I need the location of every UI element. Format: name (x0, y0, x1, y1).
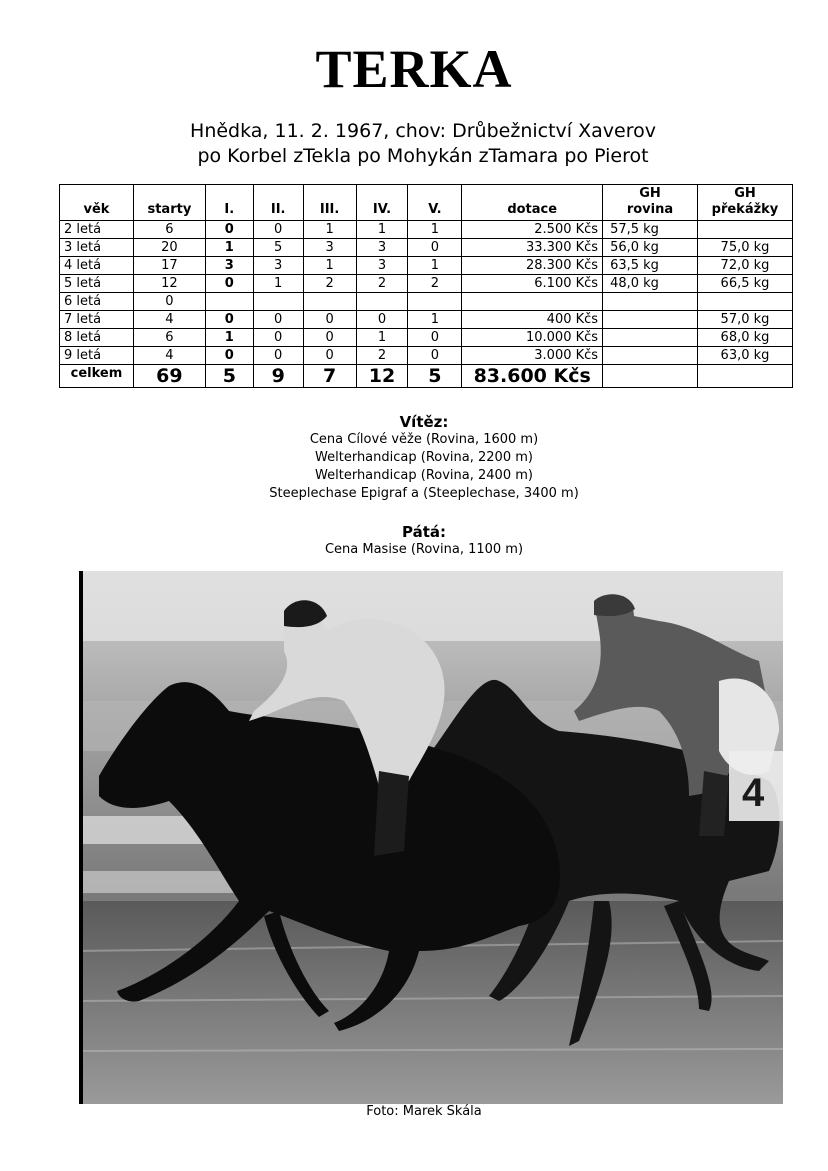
table-body (60, 221, 793, 388)
cell-starts: 4 (133, 311, 205, 329)
cell-weight-jumps: 68,0 kg (697, 329, 792, 347)
winner-heading: Vítěz: (399, 413, 449, 431)
photo-credit: Foto: Marek Skála (366, 1104, 482, 1119)
cell-age: 8 letá (60, 329, 134, 347)
cell-second: 1 (253, 275, 303, 293)
header-fifth: V. (408, 185, 462, 221)
race-record-table (59, 184, 793, 388)
cell-age: 6 letá (60, 293, 134, 311)
cell-weight-jumps: 66,5 kg (697, 275, 792, 293)
cell-starts: 4 (133, 347, 205, 365)
table-total-row (60, 365, 793, 388)
header-weight-jumps-label: GH překážky (711, 186, 779, 217)
cell-starts: 12 (133, 275, 205, 293)
cell-prize-money (462, 293, 603, 311)
total-fifth: 5 (408, 365, 462, 388)
cell-weight-jumps: 75,0 kg (697, 239, 792, 257)
cell-first: 3 (205, 257, 253, 275)
photo-left-border (79, 571, 83, 1104)
header-starts: starty (133, 185, 205, 221)
cell-first: 0 (205, 221, 253, 239)
cell-starts: 17 (133, 257, 205, 275)
cell-first (205, 293, 253, 311)
cell-fifth: 1 (408, 311, 462, 329)
cell-weight-flat (603, 293, 698, 311)
cell-age: 3 letá (60, 239, 134, 257)
cell-fifth: 0 (408, 329, 462, 347)
header-weight-jumps (697, 185, 792, 221)
winner-race-2: Welterhandicap (Rovina, 2200 m) (315, 450, 533, 465)
cell-fourth: 1 (356, 221, 408, 239)
total-weight-jumps (697, 365, 792, 388)
table-row (60, 329, 793, 347)
cell-second (253, 293, 303, 311)
race-photo (79, 571, 783, 1104)
cell-fifth: 0 (408, 239, 462, 257)
winner-race-4: Steeplechase Epigraf a (Steeplechase, 3400 m) (269, 486, 579, 501)
cell-fifth (408, 293, 462, 311)
header-weight-flat-label: GH rovina (626, 186, 674, 217)
cell-age: 2 letá (60, 221, 134, 239)
cell-weight-flat: 57,5 kg (603, 221, 698, 239)
cell-weight-jumps: 72,0 kg (697, 257, 792, 275)
cell-third: 0 (303, 329, 356, 347)
header-age: věk (60, 185, 134, 221)
winner-race-3: Welterhandicap (Rovina, 2400 m) (315, 468, 533, 483)
cell-prize-money: 6.100 Kčs (462, 275, 603, 293)
cell-third: 0 (303, 311, 356, 329)
cell-first: 1 (205, 329, 253, 347)
horse-name-title: TERKA (315, 39, 513, 99)
cell-starts: 20 (133, 239, 205, 257)
total-second: 9 (253, 365, 303, 388)
cell-second: 3 (253, 257, 303, 275)
cell-age: 9 letá (60, 347, 134, 365)
table-row (60, 257, 793, 275)
cell-weight-jumps (697, 293, 792, 311)
cell-starts: 6 (133, 329, 205, 347)
winner-section (0, 413, 828, 503)
cell-third: 2 (303, 275, 356, 293)
header-weight-flat (603, 185, 698, 221)
cell-third (303, 293, 356, 311)
header-prize-money: dotace (462, 185, 603, 221)
cell-weight-jumps (697, 221, 792, 239)
cell-fourth (356, 293, 408, 311)
cell-fifth: 2 (408, 275, 462, 293)
cell-weight-flat: 63,5 kg (603, 257, 698, 275)
table-row (60, 311, 793, 329)
cell-first: 0 (205, 275, 253, 293)
horse-birth-breeder-line: Hnědka, 11. 2. 1967, chov: Drůbežnictví Xaverov (190, 120, 656, 142)
cell-second: 0 (253, 221, 303, 239)
cell-third: 3 (303, 239, 356, 257)
cell-age: 4 letá (60, 257, 134, 275)
cell-second: 0 (253, 311, 303, 329)
cell-weight-flat (603, 347, 698, 365)
cell-second: 5 (253, 239, 303, 257)
cell-fourth: 3 (356, 257, 408, 275)
cell-weight-jumps: 57,0 kg (697, 311, 792, 329)
winner-race-1: Cena Cílové věže (Rovina, 1600 m) (309, 432, 539, 447)
cell-prize-money: 3.000 Kčs (462, 347, 603, 365)
table-row (60, 239, 793, 257)
cell-first: 0 (205, 311, 253, 329)
total-third: 7 (303, 365, 356, 388)
table-row (60, 275, 793, 293)
total-fourth: 12 (356, 365, 408, 388)
cell-fourth: 1 (356, 329, 408, 347)
cell-fifth: 0 (408, 347, 462, 365)
table-row (60, 347, 793, 365)
cell-prize-money: 2.500 Kčs (462, 221, 603, 239)
saddle-cloth-number: 4 (742, 771, 765, 815)
fifth-heading: Pátá: (401, 523, 446, 541)
table-row (60, 293, 793, 311)
total-prize-money: 83.600 Kčs (462, 365, 603, 388)
cell-weight-flat (603, 311, 698, 329)
cell-third: 1 (303, 221, 356, 239)
header-third: III. (303, 185, 356, 221)
cell-prize-money: 10.000 Kčs (462, 329, 603, 347)
table-header-row (60, 185, 793, 221)
fifth-place-section (0, 523, 828, 559)
fifth-race-1: Cena Masise (Rovina, 1100 m) (324, 542, 524, 557)
cell-starts: 0 (133, 293, 205, 311)
total-starts: 69 (133, 365, 205, 388)
cell-fourth: 2 (356, 275, 408, 293)
cell-third: 1 (303, 257, 356, 275)
cell-starts: 6 (133, 221, 205, 239)
cell-second: 0 (253, 329, 303, 347)
header-first: I. (205, 185, 253, 221)
cell-prize-money: 28.300 Kčs (462, 257, 603, 275)
cell-third: 0 (303, 347, 356, 365)
cell-prize-money: 33.300 Kčs (462, 239, 603, 257)
race-photo-illustration (79, 571, 783, 1104)
cell-fourth: 0 (356, 311, 408, 329)
header-fourth: IV. (356, 185, 408, 221)
cell-fourth: 2 (356, 347, 408, 365)
cell-prize-money: 400 Kčs (462, 311, 603, 329)
cell-age: 5 letá (60, 275, 134, 293)
total-age: celkem (60, 365, 134, 388)
cell-fourth: 3 (356, 239, 408, 257)
cell-first: 1 (205, 239, 253, 257)
cell-second: 0 (253, 347, 303, 365)
cell-weight-flat: 56,0 kg (603, 239, 698, 257)
cell-fifth: 1 (408, 221, 462, 239)
table-row (60, 221, 793, 239)
cell-fifth: 1 (408, 257, 462, 275)
cell-weight-jumps: 63,0 kg (697, 347, 792, 365)
header-second: II. (253, 185, 303, 221)
cell-weight-flat: 48,0 kg (603, 275, 698, 293)
total-weight-flat (603, 365, 698, 388)
cell-first: 0 (205, 347, 253, 365)
cell-weight-flat (603, 329, 698, 347)
cell-age: 7 letá (60, 311, 134, 329)
total-first: 5 (205, 365, 253, 388)
pedigree-line: po Korbel zTekla po Mohykán zTamara po Pierot (197, 145, 649, 167)
